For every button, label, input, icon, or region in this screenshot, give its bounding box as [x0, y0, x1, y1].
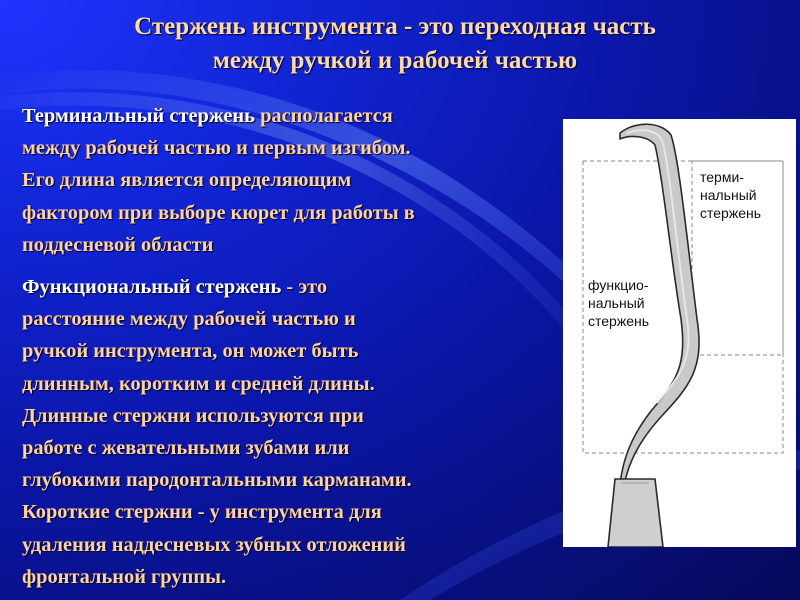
terminal-label-line-2: нальный	[700, 187, 757, 203]
title-line-2: между ручкой и рабочей частью	[212, 47, 578, 74]
p1-line-2: между рабочей частью и первым изгибом.	[22, 137, 411, 160]
functional-label-line-3: стержень	[588, 313, 650, 329]
term-terminal-shank: Терминальный стержень	[22, 105, 255, 127]
p2-line-4: длинным, коротким и средней длины.	[22, 372, 375, 395]
p2-line-9: удаления наддесневых зубных отложений	[22, 533, 406, 556]
instrument-drawing	[563, 119, 796, 547]
functional-shank-label	[588, 276, 649, 330]
p1-line-5: поддесневой области	[22, 233, 214, 256]
p2-line-7: глубокими пародонтальными карманами.	[22, 469, 412, 492]
functional-label-line-2: нальный	[588, 295, 645, 311]
slide-title	[30, 10, 760, 78]
p1-line-4: фактором при выборе кюрет для работы в	[22, 201, 415, 224]
body-text	[22, 100, 552, 593]
shank-highlight	[627, 130, 689, 403]
terminal-shank-label	[700, 168, 761, 222]
p2-line-6: работе с жевательными зубами или	[22, 437, 350, 460]
p2-line-2: расстояние между рабочей частью и	[22, 308, 356, 331]
terminal-label-line-3: стержень	[700, 205, 762, 221]
p2-line-5: Длинные стержни используются при	[22, 404, 364, 427]
terminal-label-line-1: терми-	[700, 169, 744, 185]
p2-line-8: Короткие стержни - у инструмента для	[22, 501, 382, 524]
term-functional-shank: Функциональный стержень	[22, 276, 282, 299]
functional-label-line-1: функцио-	[588, 277, 649, 293]
p2-line-1-rest: - это	[281, 276, 328, 299]
paragraph-terminal-shank	[22, 100, 552, 261]
instrument-shank-figure	[563, 119, 796, 547]
title-line-1: Стержень инструмента - это переходная часть	[134, 13, 656, 40]
p1-line-1-rest: располагается	[254, 105, 393, 127]
instrument-handle	[608, 479, 663, 547]
p1-line-3: Его длина является определяющим	[22, 169, 352, 192]
p2-line-3: ручкой инструмента, он может быть	[22, 340, 359, 363]
p2-line-10: фронтальной группы.	[22, 565, 227, 588]
paragraph-functional-shank	[22, 271, 552, 593]
